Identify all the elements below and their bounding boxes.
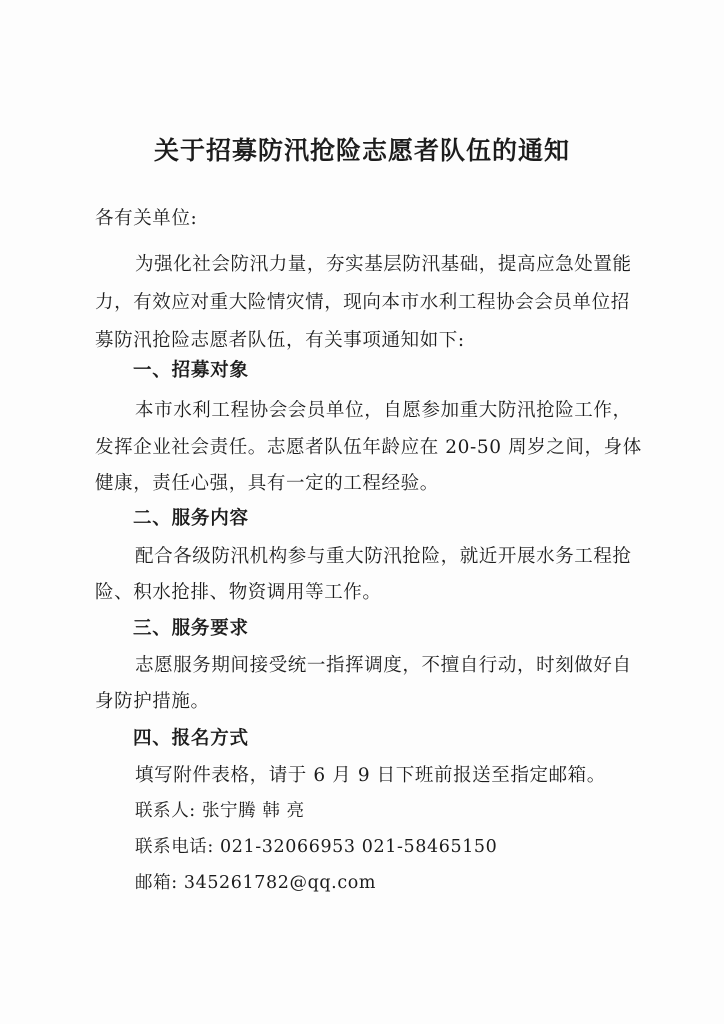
section-heading-service-requirements: 三、服务要求 [133,618,249,639]
section-1-line-3: 健康，责任心强，具有一定的工程经验。 [95,473,439,494]
section-2-line-2: 险、积水抢排、物资调用等工作。 [95,582,382,603]
section-4-line-1: 填写附件表格，请于 6 月 9 日下班前报送至指定邮箱。 [135,765,606,786]
section-3-line-2: 身防护措施。 [95,691,210,712]
section-1-line-1: 本市水利工程协会会员单位，自愿参加重大防汛抢险工作， [135,400,632,421]
section-3-line-1: 志愿服务期间接受统一指挥调度，不擅自行动，时刻做好自 [135,655,632,676]
intro-line-1: 为强化社会防汛力量，夯实基层防汛基础，提高应急处置能 [135,254,632,275]
contact-phone: 联系电话: 021-32066953 021-58465150 [135,837,498,857]
intro-line-2: 力，有效应对重大险情灾情，现向本市水利工程协会会员单位招 [95,292,630,313]
contact-email: 邮箱: 345261782@qq.com [135,873,377,893]
section-heading-service-content: 二、服务内容 [133,508,249,529]
section-heading-registration-method: 四、报名方式 [133,728,249,749]
section-heading-recruitment-target: 一、招募对象 [133,360,249,381]
section-1-line-2: 发挥企业社会责任。志愿者队伍年龄应在 20-50 周岁之间，身体 [95,437,642,458]
intro-line-3: 募防汛抢险志愿者队伍，有关事项通知如下: [95,330,465,351]
salutation: 各有关单位: [95,208,198,229]
contact-person: 联系人: 张宁腾 韩 亮 [135,801,305,821]
section-2-line-1: 配合各级防汛机构参与重大防汛抢险，就近开展水务工程抢 [135,546,632,567]
document-title: 关于招募防汛抢险志愿者队伍的通知 [153,136,570,165]
